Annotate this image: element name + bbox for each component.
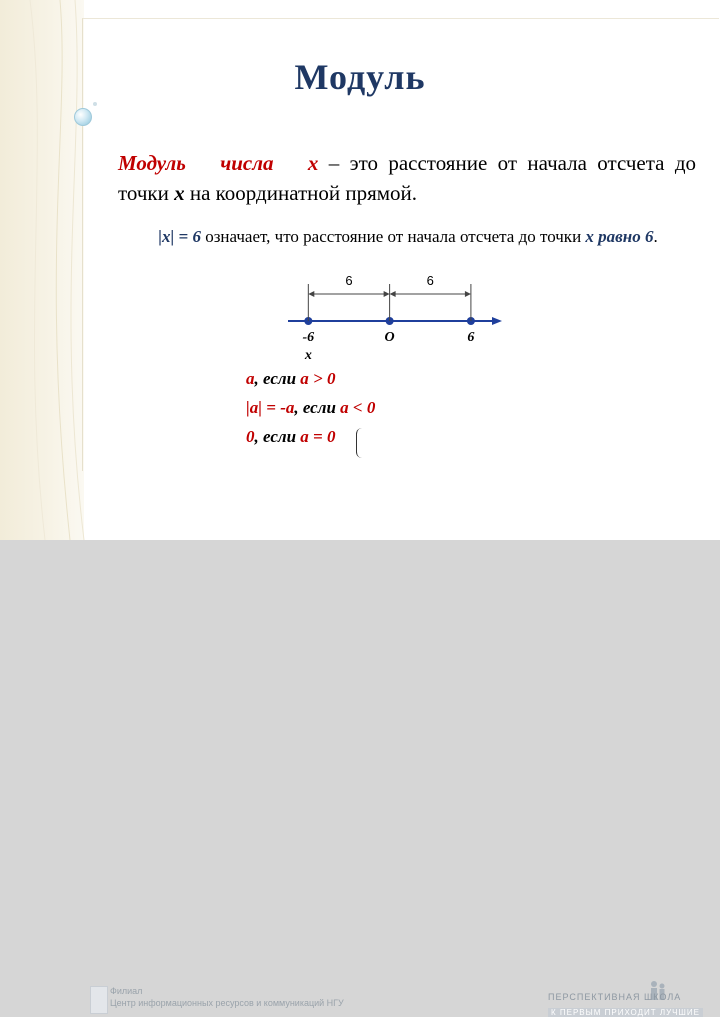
abs-expression: |а| =: [246, 398, 281, 417]
case-2-value: -а: [280, 398, 295, 417]
example-text: означает, что расстояние от начала отсчета до точки: [200, 227, 586, 246]
footer-line-1: Филиал: [110, 986, 143, 996]
number-line-var-x: х: [304, 348, 312, 363]
number-line-label-right: 6: [467, 330, 475, 345]
case-row-negative: [246, 393, 375, 422]
brace-mark: [356, 428, 367, 458]
branch-logo: [90, 986, 108, 1014]
number-line-arrow: [492, 317, 502, 325]
definition-term: Модуль числа х: [118, 151, 319, 175]
distance-arrow-right-head-left: [390, 291, 396, 297]
case-1-cond: а > 0: [300, 369, 336, 388]
definition-text-2: на координатной прямой.: [184, 181, 418, 205]
definition-dash: –: [318, 151, 350, 175]
case-1-sep: , если: [254, 369, 301, 388]
slide-footer: [0, 488, 720, 1017]
definition-paragraph: [118, 148, 696, 208]
number-line: [280, 270, 510, 363]
example-period: .: [653, 227, 658, 246]
distance-label-right: 6: [426, 273, 434, 288]
definition-text-1: это расстояние от начала отсчета до точки: [118, 151, 697, 205]
distance-arrow-left-head-left: [308, 291, 314, 297]
slide-title: Модуль: [294, 57, 426, 97]
case-3-sep: , если: [254, 427, 301, 446]
case-2-cond: а < 0: [340, 398, 376, 417]
example-paragraph: [112, 226, 704, 248]
decorative-bubble: [74, 108, 92, 126]
example-lhs: |х| = 6: [158, 227, 201, 246]
case-3-cond: а = 0: [300, 427, 336, 446]
brand-line-1: ПЕРСПЕКТИВНАЯ ШКОЛА: [548, 992, 682, 1002]
distance-label-left: 6: [345, 273, 353, 288]
case-1-value: а: [246, 369, 255, 388]
footer-credits: [110, 985, 344, 1009]
case-3-value: 0: [246, 427, 255, 446]
number-line-label-origin: О: [384, 330, 395, 345]
case-2-sep: , если: [294, 398, 341, 417]
brand-line-2: К ПЕРВЫМ ПРИХОДИТ ЛУЧШИЕ: [548, 1008, 703, 1017]
footer-line-2: Центр информационных ресурсов и коммуникаций НГУ: [110, 998, 344, 1008]
example-rhs: х равно 6: [585, 227, 654, 246]
number-line-label-left: -6: [302, 330, 315, 345]
distance-arrow-left-head-right: [384, 291, 390, 297]
definition-var-x: х: [174, 181, 185, 205]
case-row-positive: [246, 364, 375, 393]
decorative-bubble-small: [93, 102, 97, 106]
distance-arrow-right-head-right: [465, 291, 471, 297]
